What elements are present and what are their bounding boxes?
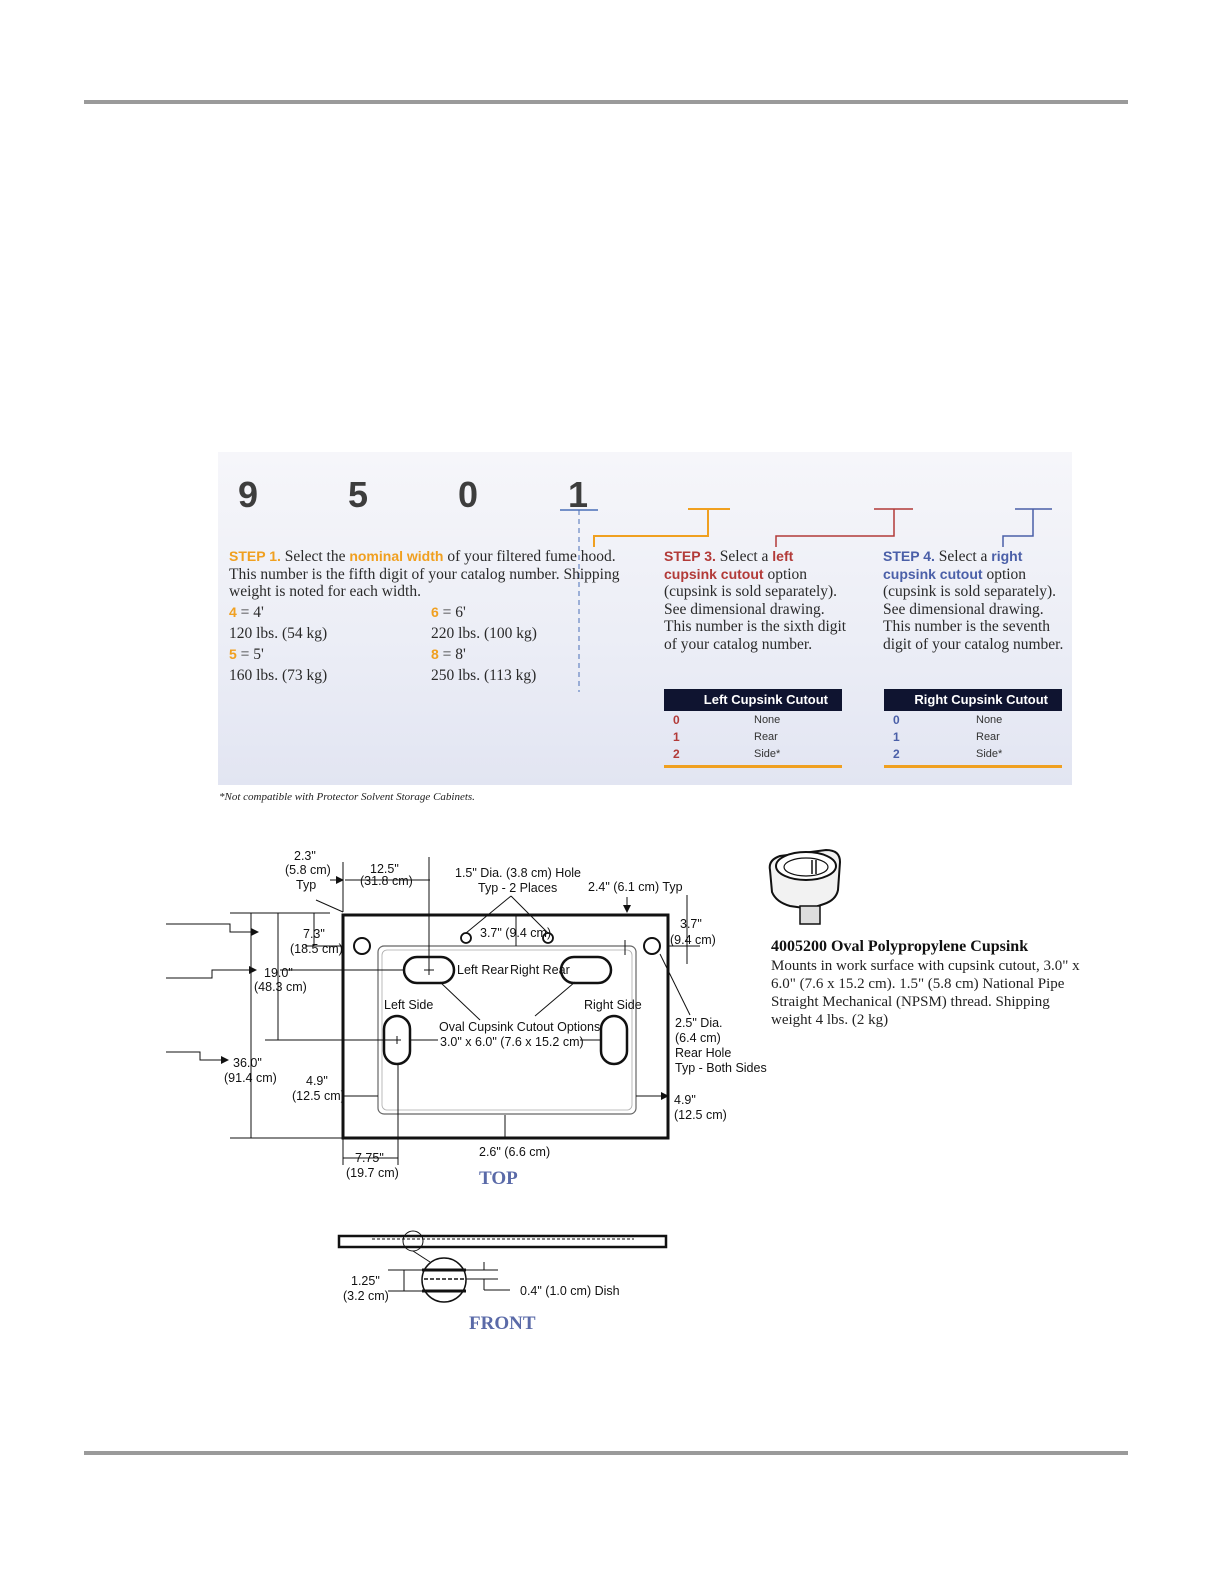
dish-depth: 0.4" (1.0 cm) Dish <box>520 1284 620 1298</box>
oval-options-2: 3.0" x 6.0" (7.6 x 15.2 cm) <box>440 1035 584 1049</box>
step3-text-a: Select a <box>719 548 769 565</box>
left-cutout-code-2: 2 <box>673 747 680 761</box>
left-cutout-label-0: None <box>754 714 781 726</box>
dim-12-5cm-right: (12.5 cm) <box>674 1108 727 1122</box>
label-left-side: Left Side <box>384 998 434 1012</box>
step3-label: STEP 3. <box>664 548 716 564</box>
dim-3-2: (3.2 cm) <box>343 1289 389 1303</box>
dim-4-9-left: 4.9" <box>306 1074 328 1088</box>
dim-12-5cm-left: (12.5 cm) <box>292 1089 345 1103</box>
width-option-size: = 4' <box>240 604 264 621</box>
step1-text-b: of your filtered fume hood. This number is the fifth digit of your catalog number. Shipping weight is noted for each width. <box>229 548 620 600</box>
left-cutout-table-header: Left Cupsink Cutout <box>664 689 842 711</box>
width-option-code: 4 <box>229 604 237 620</box>
dim-1-25: 1.25" <box>351 1274 380 1288</box>
step4-text-b: option <box>986 565 1027 583</box>
catalog-digit-1: 9 <box>238 474 259 515</box>
width-option-code: 6 <box>431 604 439 620</box>
catalog-digit-4: 1 <box>568 474 589 515</box>
right-cutout-label-2: Side* <box>976 748 1003 760</box>
dim-19-7: (19.7 cm) <box>346 1166 399 1180</box>
hole-label-1: 1.5" Dia. (3.8 cm) Hole <box>455 866 582 880</box>
step3-body: (cupsink is sold separately). See dimensional drawing. This number is the sixth digit of your catalog number. <box>664 583 847 653</box>
left-cutout-label-1: Rear <box>754 731 778 743</box>
step4-label: STEP 4. <box>883 548 935 564</box>
dim-19-0: 19.0" <box>264 966 293 980</box>
hole-label-2: Typ - 2 Places <box>478 881 558 895</box>
service-hole-left <box>461 933 471 943</box>
dim-36-0: 36.0" <box>233 1056 262 1070</box>
dim-2-3: 2.3" <box>294 849 316 863</box>
width-option-size: = 8' <box>442 646 466 663</box>
rear-hole-left <box>354 938 370 954</box>
step4-highlight-right: right <box>991 548 1023 564</box>
rear-hole-right <box>644 938 660 954</box>
dim-12-5: 12.5" <box>370 862 399 876</box>
right-side-cutout <box>601 1016 627 1064</box>
rear-hole-label: Rear Hole <box>675 1046 732 1060</box>
oval-options-1: Oval Cupsink Cutout Options <box>439 1020 601 1034</box>
label-right-side: Right Side <box>584 998 642 1012</box>
step4-highlight-cutout: cupsink cutout <box>883 565 983 582</box>
dim-31-8: (31.8 cm) <box>360 874 413 888</box>
dim-7-75: 7.75" <box>355 1151 384 1165</box>
width-option-size: = 5' <box>240 646 264 663</box>
right-cutout-table-header: Right Cupsink Cutout <box>884 689 1062 711</box>
top-view-label: TOP <box>479 1168 518 1189</box>
dim-5-8: (5.8 cm) <box>285 863 331 877</box>
catalog-digit-2: 5 <box>348 474 369 515</box>
dim-2-4: 2.4" (6.1 cm) Typ <box>588 880 683 894</box>
dim-91-4: (91.4 cm) <box>224 1071 277 1085</box>
rear-hole-typ: Typ - Both Sides <box>675 1061 767 1075</box>
rear-hole-dia: 2.5" Dia. <box>675 1016 723 1030</box>
width-option-weight: 220 lbs. (100 kg) <box>431 624 537 642</box>
cupsink-description: Mounts in work surface with cupsink cutout, 3.0" x 6.0" (7.6 x 15.2 cm). 1.5" (5.8 cm) National Pipe Straight Mechanical (NPSM) thread. Shipping weight 4 lbs. (2 kg) <box>771 958 1080 1028</box>
dim-typ: Typ <box>296 878 317 892</box>
front-view-slab <box>339 1236 666 1247</box>
cupsink-illustration <box>770 850 840 924</box>
width-option-weight: 120 lbs. (54 kg) <box>229 624 328 642</box>
right-cutout-code-0: 0 <box>893 713 900 727</box>
step3-highlight-left: left <box>772 548 794 564</box>
dim-48-3: (48.3 cm) <box>254 980 307 994</box>
step3-text-b: option <box>767 565 808 583</box>
footnote: *Not compatible with Protector Solvent Storage Cabinets. <box>219 791 475 803</box>
left-cutout-label-2: Side* <box>754 748 781 760</box>
right-cutout-label-1: Rear <box>976 731 1000 743</box>
dim-18-5: (18.5 cm) <box>290 942 343 956</box>
width-option-weight: 250 lbs. (113 kg) <box>431 666 537 684</box>
width-option-weight: 160 lbs. (73 kg) <box>229 666 328 684</box>
width-option-size: = 6' <box>442 604 466 621</box>
front-view-label: FRONT <box>469 1313 536 1334</box>
front-detail-large <box>422 1258 466 1302</box>
dim-2-6: 2.6" (6.6 cm) <box>479 1145 551 1159</box>
dim-4-9-right: 4.9" <box>674 1093 696 1107</box>
step1-text-a: Select the <box>284 548 346 565</box>
step3-highlight-cutout: cupsink cutout <box>664 565 764 582</box>
cupsink-title: 4005200 Oval Polypropylene Cupsink <box>771 938 1029 955</box>
width-option-code: 8 <box>431 646 439 662</box>
dim-3-7-top: 3.7" (9.4 cm) <box>480 926 552 940</box>
step1-highlight: nominal width <box>349 548 444 564</box>
dim-3-7-right: 3.7" <box>680 917 702 931</box>
step4-body: (cupsink is sold separately). See dimensional drawing. This number is the seventh digit of your catalog number. <box>883 583 1064 653</box>
catalog-digit-3: 0 <box>458 474 479 515</box>
right-cutout-code-1: 1 <box>893 730 900 744</box>
right-cutout-code-2: 2 <box>893 747 900 761</box>
label-left-rear: Left Rear <box>457 963 509 977</box>
dim-9-4-right: (9.4 cm) <box>670 933 716 947</box>
left-cutout-code-0: 0 <box>673 713 680 727</box>
label-right-rear: Right Rear <box>510 963 570 977</box>
dim-7-3: 7.3" <box>303 927 325 941</box>
width-option-code: 5 <box>229 646 237 662</box>
rear-hole-dia-cm: (6.4 cm) <box>675 1031 721 1045</box>
right-cutout-label-0: None <box>976 714 1003 726</box>
step4-text-a: Select a <box>938 548 988 565</box>
step1-label: STEP 1. <box>229 548 281 564</box>
left-cutout-code-1: 1 <box>673 730 680 744</box>
